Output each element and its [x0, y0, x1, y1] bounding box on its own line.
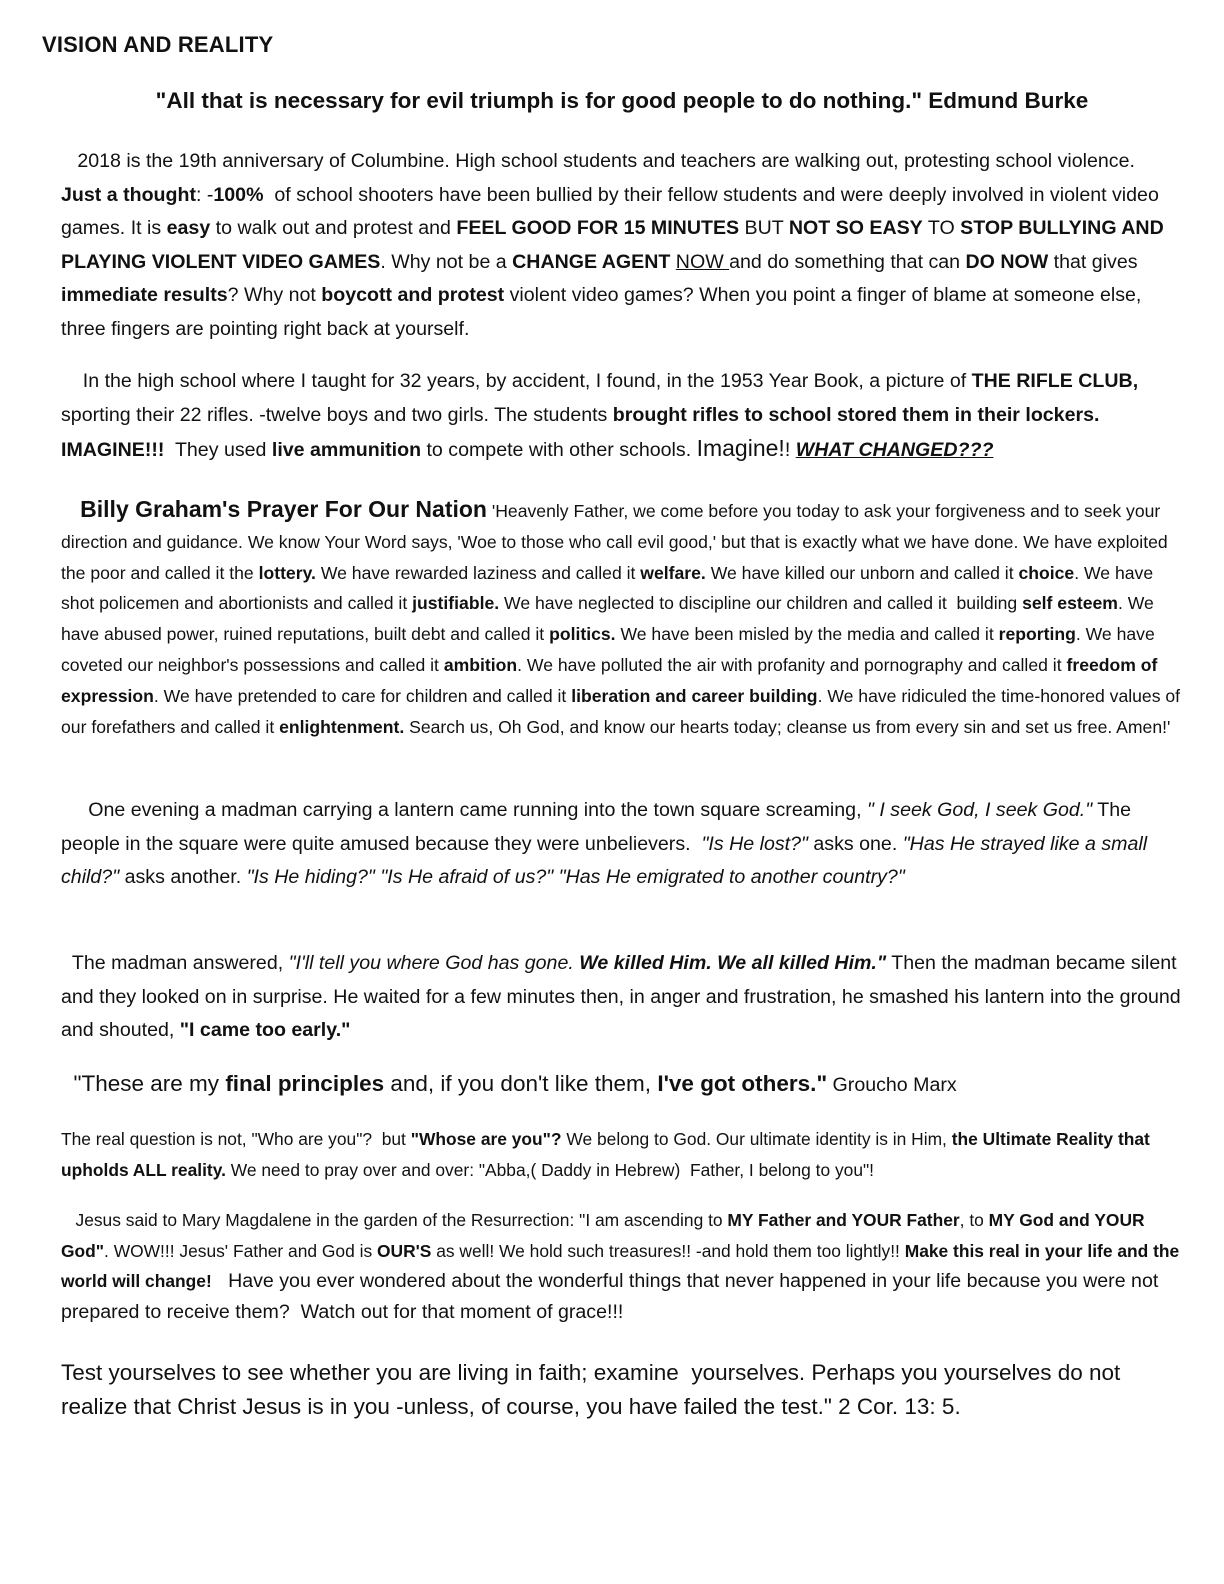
text-run: We have neglected to discipline our children and called it building	[499, 593, 1023, 614]
bold-run: lottery.	[258, 562, 316, 583]
bold-run: Just a thought	[61, 183, 196, 206]
italic-run: "I'll tell you where God has gone.	[288, 952, 580, 974]
text-run: . We have polluted the air with profanity and pornography and called it	[517, 654, 1067, 675]
prayer-heading: Billy Graham's Prayer For Our Nation	[61, 496, 487, 522]
text-run: TO	[922, 217, 961, 239]
text-run: We have rewarded laziness and called it	[315, 562, 641, 583]
paragraph-groucho	[61, 1067, 1186, 1103]
text-run: . We have coveted our neighbor's possessions and called it	[61, 624, 1160, 675]
text-run: asks another.	[119, 866, 247, 888]
text-run: to walk out and protest and	[210, 217, 457, 239]
text-run: BUT	[739, 217, 789, 239]
underlined-run: NOW	[675, 250, 730, 273]
italic-run: " I seek God, I seek God."	[866, 799, 1093, 821]
text-run: asks one.	[807, 832, 903, 855]
bold-run: FEEL GOOD FOR 15 MINUTES	[456, 217, 740, 239]
text-run: In the high school where I taught for 32 years, by accident, I found, in the 1953 Year Book, a picture of	[61, 370, 972, 392]
text-run: Jesus said to Mary Magdalene in the garden of the Resurrection: "I am ascending to	[61, 1210, 728, 1230]
bold-run: brought rifles to school stored them in their lockers. IMAGINE!!!	[61, 403, 1105, 461]
paragraph-corinthians: Test yourselves to see whether you are living in faith; examine yourselves. Perhaps you yourselves do not realize that Christ Jesus is in you -unless, of course, you have failed the test." 2 Cor. 13: 5.	[61, 1360, 1127, 1419]
italic-run: "Is He lost?"	[701, 832, 808, 855]
text-run: !	[784, 439, 796, 461]
bold-run: live ammunition	[271, 439, 422, 461]
text-run: They used	[164, 439, 272, 461]
italic-run: "Has He strayed like a small child?"	[61, 832, 1153, 888]
text-run: , to	[959, 1210, 989, 1230]
text-run: We have been misled by the media and called it	[615, 624, 999, 645]
text-run: We belong to God. Our ultimate identity is in Him,	[561, 1129, 952, 1149]
bold-run: MY Father and YOUR Father	[727, 1210, 960, 1230]
emphasis-run: WHAT CHANGED???	[795, 439, 994, 461]
bold-run: immediate results	[61, 284, 228, 306]
bold-run: Make this real in your life and the world will change!	[61, 1240, 1185, 1291]
paragraph-madman-answer	[61, 947, 1186, 1048]
bold-run: final principles	[225, 1071, 385, 1096]
text-run: . We have abused power, ruined reputations, built debt and called it	[61, 593, 1159, 645]
bold-run: ambition	[443, 654, 518, 675]
bold-run: boycott and protest	[321, 284, 505, 306]
paragraph-madman	[61, 794, 1186, 895]
text-run: : -	[195, 183, 214, 206]
text-run: to compete with other schools.	[421, 439, 697, 461]
bold-run: "I came too early."	[179, 1019, 351, 1041]
bold-run: MY God and YOUR God"	[61, 1210, 1150, 1261]
paragraph-whose-are-you	[61, 1124, 1186, 1185]
paragraph-columbine	[61, 145, 1186, 346]
paragraph-rifle-club	[61, 365, 1186, 468]
bold-run: enlightenment.	[279, 716, 405, 737]
bold-run: THE RIFLE CLUB,	[971, 370, 1139, 392]
text-run: The madman answered,	[61, 952, 289, 974]
paragraph-prayer	[61, 494, 1186, 742]
bold-run: self esteem	[1022, 593, 1118, 614]
bold-run: CHANGE AGENT	[512, 250, 676, 273]
paragraph-mary-magdalene	[61, 1205, 1186, 1327]
bold-run: choice	[1018, 562, 1075, 583]
bold-run: OUR'S	[377, 1240, 432, 1261]
burke-quote: "All that is necessary for evil triumph is for good people to do nothing." Edmund Burke	[155, 88, 1089, 113]
text-run: violent video games? When you point a finger of blame at someone else, three fingers are pointing right back at yourself.	[61, 284, 1147, 340]
text-run: Groucho Marx	[827, 1074, 957, 1096]
text-run: 2018 is the 19th anniversary of Columbine. High school students and teachers are walking out, protesting school violence.	[61, 150, 1146, 172]
text-run: Have you ever wondered about the wonderful things that never happened in your life because you were not prepared to receive them? Watch out for that moment of grace!!!	[61, 1270, 1164, 1323]
text-run: . WOW!!! Jesus' Father and God is	[104, 1240, 377, 1261]
text-run: as well! We hold such treasures!! -and hold them too lightly!!	[431, 1240, 905, 1261]
text-run: . Why not be a	[380, 250, 513, 273]
bold-run: NOT SO EASY	[788, 217, 923, 239]
bold-run: 100%	[213, 183, 264, 206]
bold-italic-run: We killed Him. We all killed Him."	[579, 952, 887, 974]
text-run: Then the madman became silent and they looked on in surprise. He waited for a few minutes then, in anger and frustration, he smashed his lantern into the ground and shouted,	[61, 952, 1187, 1041]
italic-run: "Is He hiding?" "Is He afraid of us?" "Has He emigrated to another country?"	[246, 866, 905, 888]
bold-run: easy	[166, 217, 211, 239]
text-run: We have killed our unborn and called it	[705, 562, 1019, 583]
bold-run: liberation and career building	[571, 685, 818, 706]
text-run: sporting their 22 rifles. -twelve boys and two girls. The students	[61, 370, 1144, 426]
text-run: and do something that can	[729, 250, 966, 273]
large-run: Imagine!	[696, 435, 785, 461]
bold-run: freedom of expression	[61, 654, 1163, 706]
text-run: One evening a madman carrying a lantern came running into the town square screaming,	[61, 799, 867, 821]
text-run: Search us, Oh God, and know our hearts today; cleanse us from every sin and set us free. Amen!'	[404, 716, 1171, 737]
bold-run: welfare.	[640, 562, 706, 583]
text-run: The real question is not, "Who are you"? but	[61, 1129, 411, 1149]
bold-run: "Whose are you"?	[410, 1129, 562, 1149]
bold-run: I've got others."	[657, 1071, 828, 1096]
bold-run: STOP BULLYING AND PLAYING VIOLENT VIDEO GAMES	[61, 217, 1170, 273]
text-run: of school shooters have been bullied by their fellow students and were deeply involved in violent video games. It is	[61, 183, 1165, 239]
bold-run: justifiable.	[412, 593, 500, 614]
text-run: "These are my	[61, 1071, 226, 1096]
text-run: . We have shot policemen and abortionists and called it	[61, 562, 1159, 614]
text-run: 'Heavenly Father, we come before you today to ask your forgiveness and to seek your direction and guidance. We know Your Word says, 'Woe to those who call evil good,' but that is exactly what we have done. We have exploited the poor and called it the	[61, 501, 1173, 583]
bold-run: reporting	[998, 624, 1076, 645]
text-run: We need to pray over and over: "Abba,( Daddy in Hebrew) Father, I belong to you"!	[225, 1159, 875, 1180]
text-run: . We have pretended to care for children and called it	[153, 685, 572, 706]
text-run: . We have ridiculed the time-honored values of our forefathers and called it	[61, 685, 1185, 737]
text-run: ? Why not	[227, 284, 322, 306]
text-run: and, if you don't like them,	[384, 1071, 658, 1096]
page-title: VISION AND REALITY	[42, 32, 274, 57]
text-run: The people in the square were quite amused because they were unbelievers.	[61, 799, 1137, 855]
bold-run: politics.	[549, 624, 616, 645]
text-run: that gives	[1048, 250, 1149, 273]
bold-run: DO NOW	[965, 250, 1049, 273]
bold-run: the Ultimate Reality that upholds ALL reality.	[61, 1129, 1155, 1180]
